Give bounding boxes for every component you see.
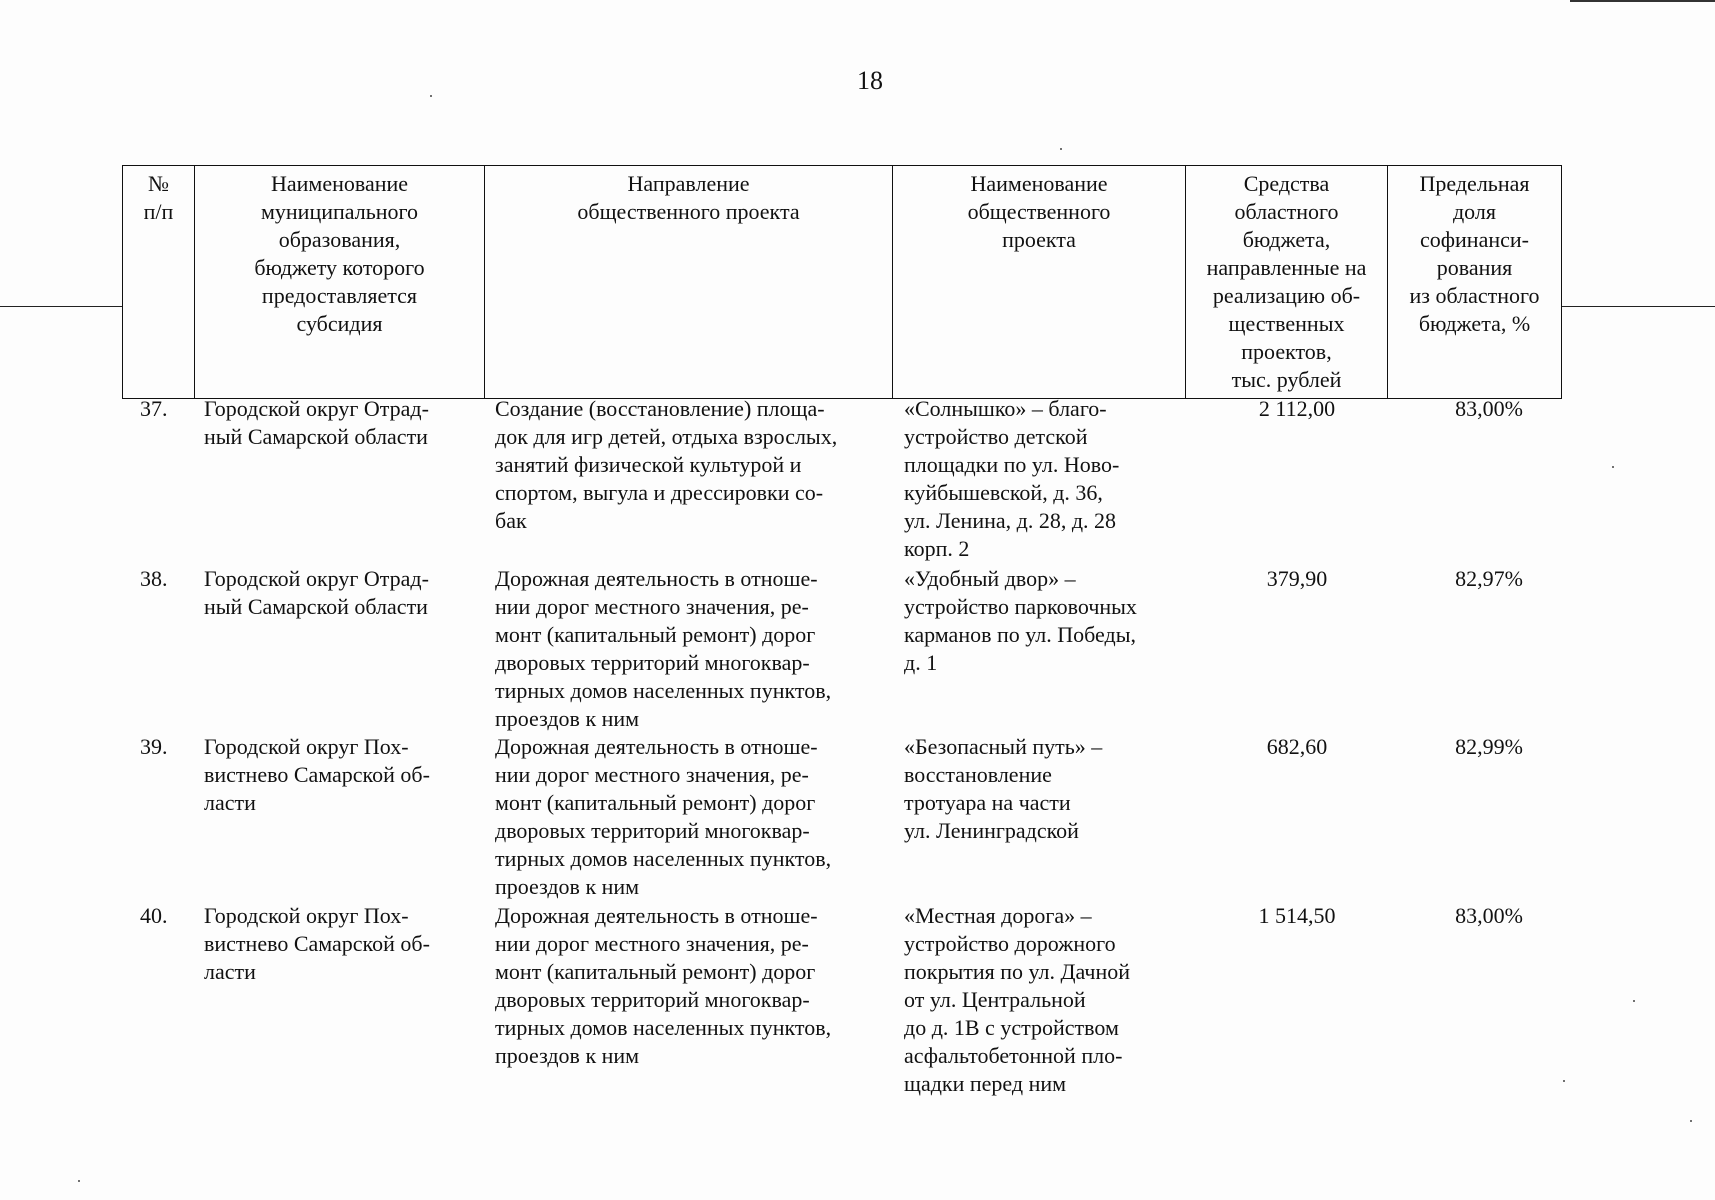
header-line: направленные на — [1206, 255, 1367, 280]
row-direction-line: нии дорог местного значения, ре- — [495, 762, 809, 787]
header-line: Наименование — [970, 171, 1108, 196]
row-number: 40. — [140, 903, 168, 928]
row-direction-line: Создание (восстановление) площа- — [495, 396, 825, 421]
scan-speck — [1690, 1120, 1692, 1122]
header-line: муниципального — [260, 199, 418, 224]
row-project-line: до д. 1В с устройством — [904, 1015, 1119, 1040]
header-line: щественных — [1228, 311, 1345, 336]
row-project-line: устройство детской — [904, 424, 1088, 449]
header-line: из областного — [1409, 283, 1540, 308]
row-project-line: асфальтобетонной пло- — [904, 1043, 1123, 1068]
row-direction-line: проездов к ним — [495, 1043, 640, 1068]
header-line: проектов, — [1241, 339, 1332, 364]
row-project-line: д. 1 — [904, 650, 938, 675]
row-number: 38. — [140, 566, 168, 591]
row-project-line: площадки по ул. Ново- — [904, 452, 1120, 477]
row-share: 83,00% — [1455, 396, 1523, 421]
row-direction — [495, 733, 895, 901]
row-direction-line: Дорожная деятельность в отноше- — [495, 566, 818, 591]
row-direction-line: дворовых территорий многоквар- — [495, 818, 810, 843]
row-number: 37. — [140, 396, 168, 421]
row-project-line: тротуара на части — [904, 790, 1071, 815]
header-line: рования — [1436, 255, 1513, 280]
row-municipality-line: Городской округ Пох- — [204, 903, 409, 928]
header-num — [123, 166, 195, 399]
row-project-line: ул. Ленинградской — [904, 818, 1079, 843]
header-line: предоставляется — [261, 283, 418, 308]
header-funds — [1186, 166, 1388, 399]
header-line: общественного — [967, 199, 1111, 224]
row-project-line: карманов по ул. Победы, — [904, 622, 1137, 647]
row-project — [904, 733, 1184, 845]
row-direction-line: тирных домов населенных пунктов, — [495, 1015, 832, 1040]
header-project — [893, 166, 1186, 399]
header-line: п/п — [143, 199, 174, 224]
row-share: 82,97% — [1455, 566, 1523, 591]
header-direction — [485, 166, 893, 399]
row-direction-line: занятий физической культурой и — [495, 452, 802, 477]
row-project-line: куйбышевской, д. 36, — [904, 480, 1103, 505]
row-direction-line: монт (капитальный ремонт) дорог — [495, 790, 816, 815]
row-municipality-line: ласти — [204, 790, 256, 815]
row-direction-line: монт (капитальный ремонт) дорог — [495, 622, 816, 647]
header-line: софинанси- — [1420, 227, 1529, 252]
header-line: субсидия — [296, 311, 383, 336]
header-line: бюджета, % — [1418, 311, 1531, 336]
scan-speck — [1612, 466, 1614, 468]
row-direction-line: дворовых территорий многоквар- — [495, 987, 810, 1012]
row-direction-line: нии дорог местного значения, ре- — [495, 594, 809, 619]
row-funds: 1 514,50 — [1258, 903, 1336, 928]
row-direction-line: спортом, выгула и дрессировки со- — [495, 480, 824, 505]
row-direction-line: проездов к ним — [495, 874, 640, 899]
header-line: Наименование — [270, 171, 409, 196]
header-line: областного — [1234, 199, 1339, 224]
header-line: реализацию об- — [1212, 283, 1361, 308]
row-project — [904, 902, 1184, 1098]
row-project — [904, 395, 1184, 563]
row-municipality — [204, 733, 474, 817]
header-line: бюджету которого — [254, 255, 425, 280]
row-municipality-line: Городской округ Отрад- — [204, 566, 429, 591]
row-municipality — [204, 395, 474, 451]
row-municipality-line: Городской округ Отрад- — [204, 396, 429, 421]
row-direction-line: бак — [495, 508, 527, 533]
header-line: Предельная — [1419, 171, 1530, 196]
header-line: доля — [1452, 199, 1496, 224]
header-line: тыс. рублей — [1231, 367, 1342, 392]
row-direction-line: Дорожная деятельность в отноше- — [495, 734, 818, 759]
row-project-line: покрытия по ул. Дачной — [904, 959, 1131, 984]
scan-edge-line — [1570, 0, 1715, 2]
row-direction-line: монт (капитальный ремонт) дорог — [495, 959, 816, 984]
row-municipality-line: Городской округ Пох- — [204, 734, 409, 759]
row-direction-line: нии дорог местного значения, ре- — [495, 931, 809, 956]
scan-speck — [1060, 148, 1062, 150]
header-line: № — [148, 171, 169, 196]
table-header — [122, 165, 1562, 399]
row-direction — [495, 565, 895, 733]
header-line: проекта — [1002, 227, 1076, 252]
row-project-line: «Солнышко» – благо- — [904, 396, 1107, 421]
row-funds: 682,60 — [1266, 734, 1328, 759]
row-direction-line: док для игр детей, отдыха взрослых, — [495, 424, 838, 449]
row-municipality-line: ласти — [204, 959, 256, 984]
row-direction — [495, 902, 895, 1070]
row-funds: 379,90 — [1266, 566, 1328, 591]
scan-speck — [430, 95, 432, 97]
row-project — [904, 565, 1184, 677]
row-municipality-line: ный Самарской области — [204, 424, 428, 449]
scan-speck — [78, 1180, 80, 1182]
row-direction — [495, 395, 895, 535]
row-project-line: «Местная дорога» – — [904, 903, 1092, 928]
row-project-line: восстановление — [904, 762, 1052, 787]
header-line: общественного проекта — [577, 199, 800, 224]
header-municipality — [195, 166, 485, 399]
scan-artifact-line-right — [1562, 306, 1715, 307]
row-project-line: от ул. Центральной — [904, 987, 1086, 1012]
row-project-line: «Удобный двор» – — [904, 566, 1076, 591]
row-share: 82,99% — [1455, 734, 1523, 759]
page-number: 18 — [857, 66, 883, 95]
row-direction-line: тирных домов населенных пунктов, — [495, 846, 832, 871]
row-direction-line: проездов к ним — [495, 706, 640, 731]
header-line: образования, — [278, 227, 401, 252]
header-share — [1388, 166, 1562, 399]
row-municipality-line: вистнево Самарской об- — [204, 762, 430, 787]
header-line: Средства — [1243, 171, 1330, 196]
scan-artifact-line-left — [0, 306, 122, 307]
row-municipality-line: вистнево Самарской об- — [204, 931, 430, 956]
row-municipality — [204, 902, 474, 986]
header-line: Направление — [627, 171, 750, 196]
row-direction-line: Дорожная деятельность в отноше- — [495, 903, 818, 928]
row-municipality-line: ный Самарской области — [204, 594, 428, 619]
scan-speck — [1563, 1080, 1565, 1082]
row-project-line: щадки перед ним — [904, 1071, 1067, 1096]
row-project-line: устройство парковочных — [904, 594, 1137, 619]
row-project-line: ул. Ленина, д. 28, д. 28 — [904, 508, 1117, 533]
row-project-line: устройство дорожного — [904, 931, 1116, 956]
row-funds: 2 112,00 — [1258, 396, 1336, 421]
row-municipality — [204, 565, 474, 621]
scan-speck — [1633, 1000, 1635, 1002]
row-share: 83,00% — [1455, 903, 1523, 928]
row-direction-line: тирных домов населенных пунктов, — [495, 678, 832, 703]
row-number: 39. — [140, 734, 168, 759]
row-project-line: корп. 2 — [904, 536, 970, 561]
row-project-line: «Безопасный путь» – — [904, 734, 1103, 759]
header-line: бюджета, — [1242, 227, 1331, 252]
row-direction-line: дворовых территорий многоквар- — [495, 650, 810, 675]
